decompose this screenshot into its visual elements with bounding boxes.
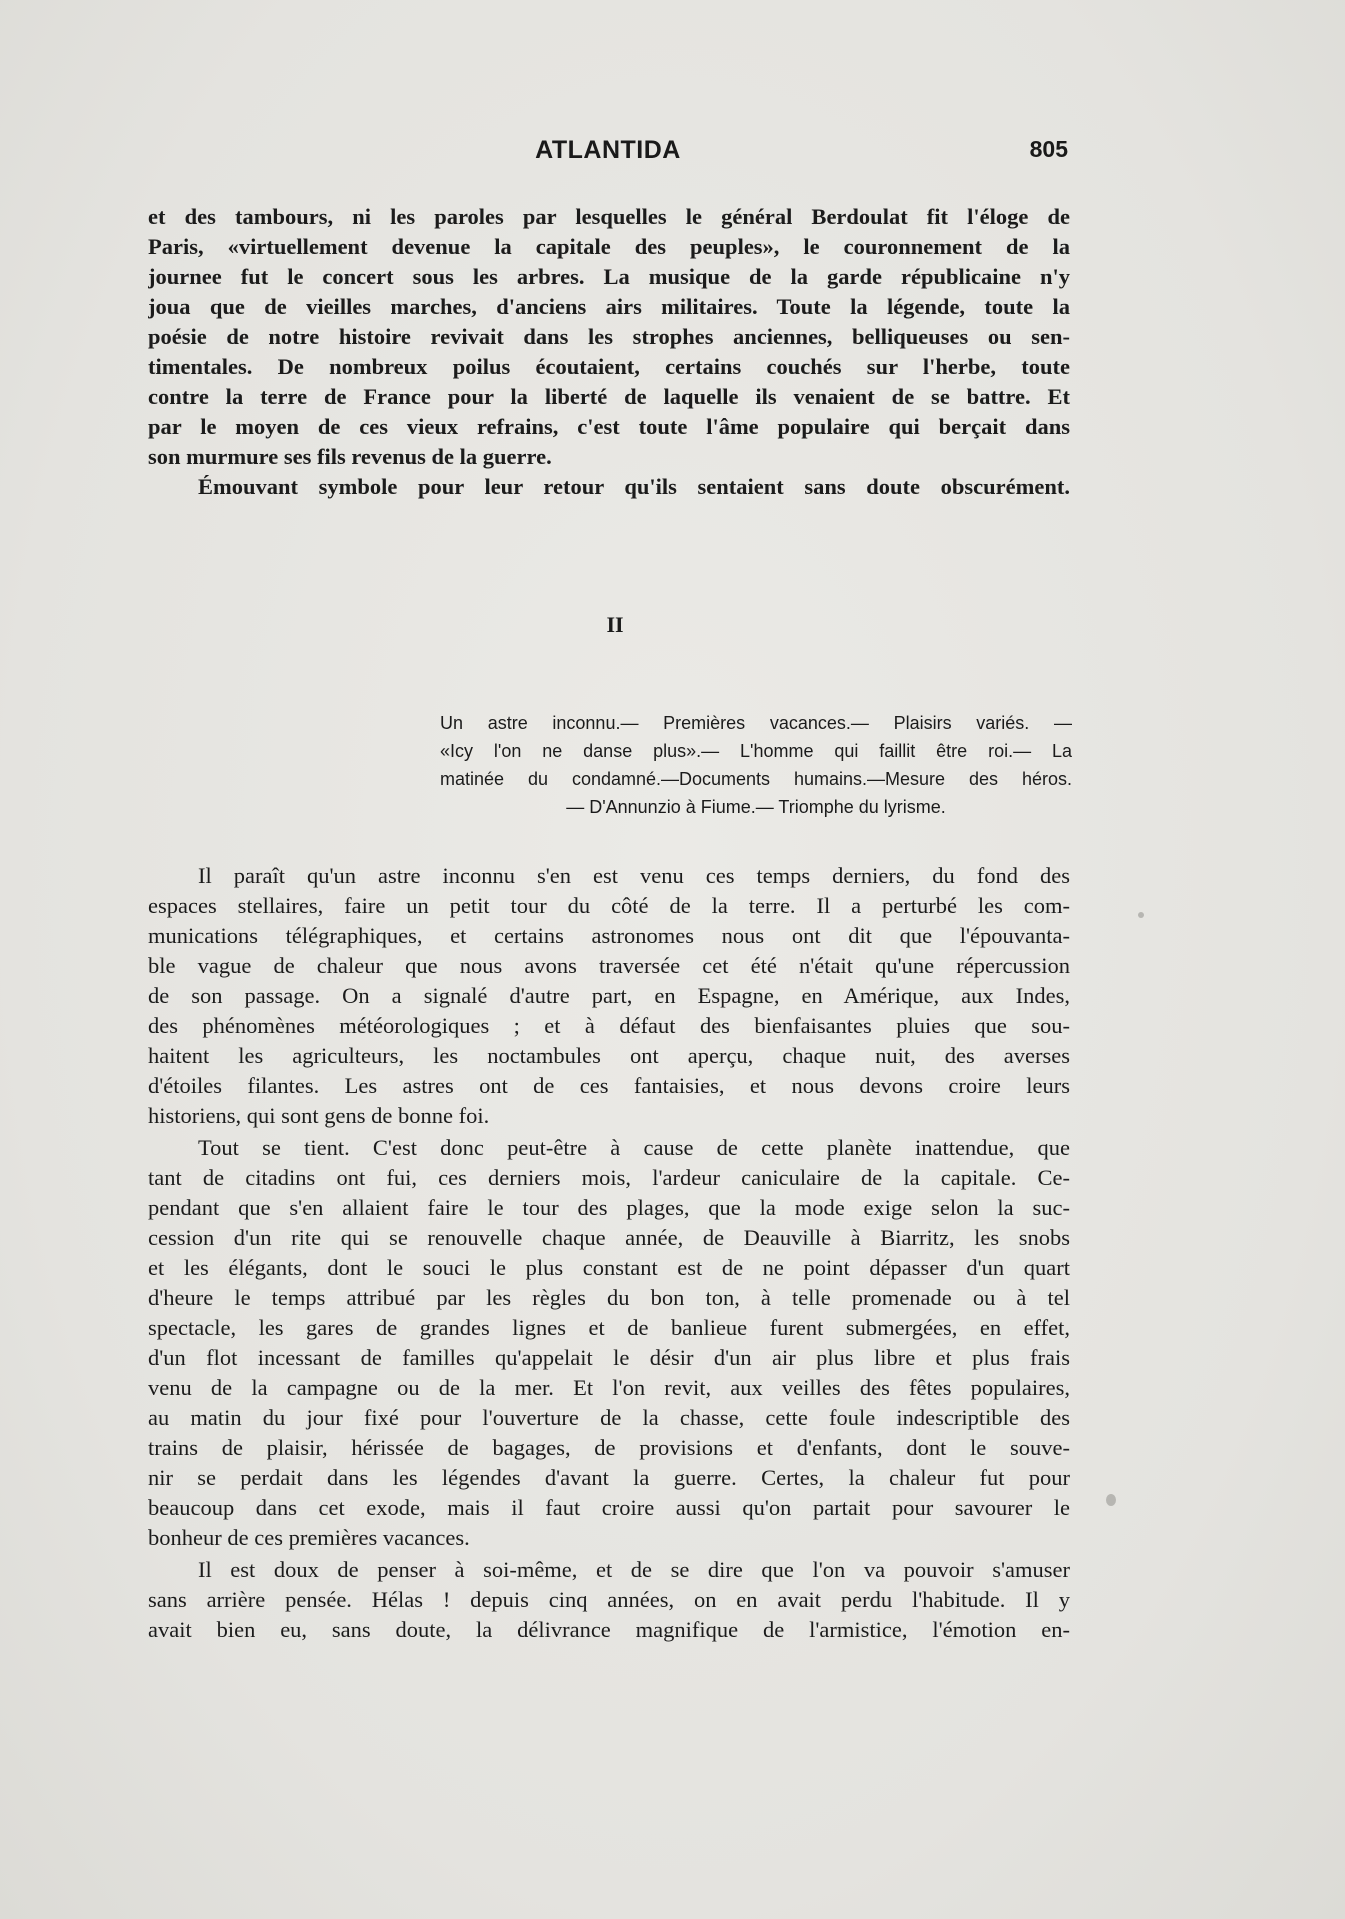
paragraph-4-line: Tout se tient. C'est donc peut-être à cause de cette planète inattendue, que — [198, 1135, 1070, 1160]
summary-line: «Icy l'on ne danse plus».— L'homme qui faillit être roi.— La — [440, 741, 1072, 761]
paragraph-3-line: munications télégraphiques, et certains astronomes nous ont dit que l'épouvanta- — [148, 923, 1070, 948]
paragraph-4-line: cession d'un rite qui se renouvelle chaque année, de Deauville à Biarritz, les snobs — [148, 1225, 1070, 1250]
paragraph-3-line: ble vague de chaleur que nous avons traversée cet été n'était qu'une répercussion — [148, 953, 1070, 978]
paragraph-4-line: au matin du jour fixé pour l'ouverture de la chasse, cette foule indescriptible des — [148, 1405, 1070, 1430]
section-numeral: II — [606, 612, 624, 637]
summary-line: — D'Annunzio à Fiume.— Triomphe du lyrisme. — [566, 797, 946, 817]
paragraph-3-line: d'étoiles filantes. Les astres ont de ces fantaisies, et nous devons croire leurs — [148, 1073, 1070, 1098]
summary-line: Un astre inconnu.— Premières vacances.— Plaisirs variés. — — [440, 713, 1072, 733]
paragraph-3-line: haitent les agriculteurs, les noctambules ont aperçu, chaque nuit, des averses — [148, 1043, 1070, 1068]
paragraph-1-line: par le moyen de ces vieux refrains, c'est toute l'âme populaire qui berçait dans — [148, 414, 1070, 439]
paragraph-1-line: et des tambours, ni les paroles par lesquelles le général Berdoulat fit l'éloge de — [148, 204, 1070, 229]
paper-speck — [1138, 912, 1144, 918]
page-number: 805 — [1029, 136, 1068, 162]
paragraph-4-line: nir se perdait dans les légendes d'avant la guerre. Certes, la chaleur fut pour — [148, 1465, 1070, 1490]
paragraph-4-line: pendant que s'en allaient faire le tour des plages, que la mode exige selon la suc- — [148, 1195, 1070, 1220]
summary-line: matinée du condamné.—Documents humains.—Mesure des héros. — [440, 769, 1072, 789]
paragraph-4-line: trains de plaisir, hérissée de bagages, de provisions et d'enfants, dont le souve- — [148, 1435, 1070, 1460]
paragraph-4-line: spectacle, les gares de grandes lignes et de banlieue furent submergées, en effet, — [148, 1315, 1070, 1340]
paragraph-2-line: Émouvant symbole pour leur retour qu'ils sentaient sans doute obscurément. — [198, 474, 1070, 499]
paragraph-3-line: historiens, qui sont gens de bonne foi. — [148, 1103, 490, 1128]
paragraph-4-line: venu de la campagne ou de la mer. Et l'on revit, aux veilles des fêtes populaires, — [148, 1375, 1070, 1400]
paragraph-1-line: poésie de notre histoire revivait dans les strophes anciennes, belliqueuses ou sen- — [148, 324, 1070, 349]
paragraph-5-line: Il est doux de penser à soi-même, et de se dire que l'on va pouvoir s'amuser — [198, 1557, 1070, 1582]
paragraph-4-line: et les élégants, dont le souci le plus constant est de ne point dépasser d'un quart — [148, 1255, 1070, 1280]
paragraph-1-line: joua que de vieilles marches, d'anciens airs militaires. Toute la légende, toute la — [148, 294, 1070, 319]
paragraph-4-line: beaucoup dans cet exode, mais il faut croire aussi qu'on partait pour savourer le — [148, 1495, 1070, 1520]
paragraph-5-line: sans arrière pensée. Hélas ! depuis cinq années, on en avait perdu l'habitude. Il y — [148, 1587, 1070, 1612]
paragraph-3-line: espaces stellaires, faire un petit tour du côté de la terre. Il a perturbé les com- — [148, 893, 1070, 918]
paragraph-4-line: bonheur de ces premières vacances. — [148, 1525, 470, 1550]
paragraph-1-line: son murmure ses fils revenus de la guerre. — [148, 444, 552, 469]
paragraph-4-line: d'heure le temps attribué par les règles du bon ton, à telle promenade ou à tel — [148, 1285, 1070, 1310]
paper-speck — [1106, 1494, 1116, 1506]
paragraph-1-line: contre la terre de France pour la liberté de laquelle ils venaient de se battre. Et — [148, 384, 1070, 409]
paragraph-5-line: avait bien eu, sans doute, la délivrance magnifique de l'armistice, l'émotion en- — [148, 1617, 1070, 1642]
paragraph-3-line: de son passage. On a signalé d'autre part, en Espagne, en Amérique, aux Indes, — [148, 983, 1070, 1008]
paragraph-4-line: tant de citadins ont fui, ces derniers mois, l'ardeur caniculaire de la capitale. Ce- — [148, 1165, 1070, 1190]
paragraph-1-line: journee fut le concert sous les arbres. La musique de la garde républicaine n'y — [148, 264, 1070, 289]
paragraph-4-line: d'un flot incessant de familles qu'appelait le désir d'un air plus libre et plus frais — [148, 1345, 1070, 1370]
paragraph-1-line: timentales. De nombreux poilus écoutaient, certains couchés sur l'herbe, toute — [148, 354, 1070, 379]
paragraph-3-line: Il paraît qu'un astre inconnu s'en est venu ces temps derniers, du fond des — [198, 863, 1070, 888]
running-title: ATLANTIDA — [535, 136, 681, 164]
page-header — [148, 136, 1068, 172]
paragraph-1-line: Paris, «virtuellement devenue la capitale des peuples», le couronnement de la — [148, 234, 1070, 259]
paragraph-3-line: des phénomènes météorologiques ; et à défaut des bienfaisantes pluies que sou- — [148, 1013, 1070, 1038]
